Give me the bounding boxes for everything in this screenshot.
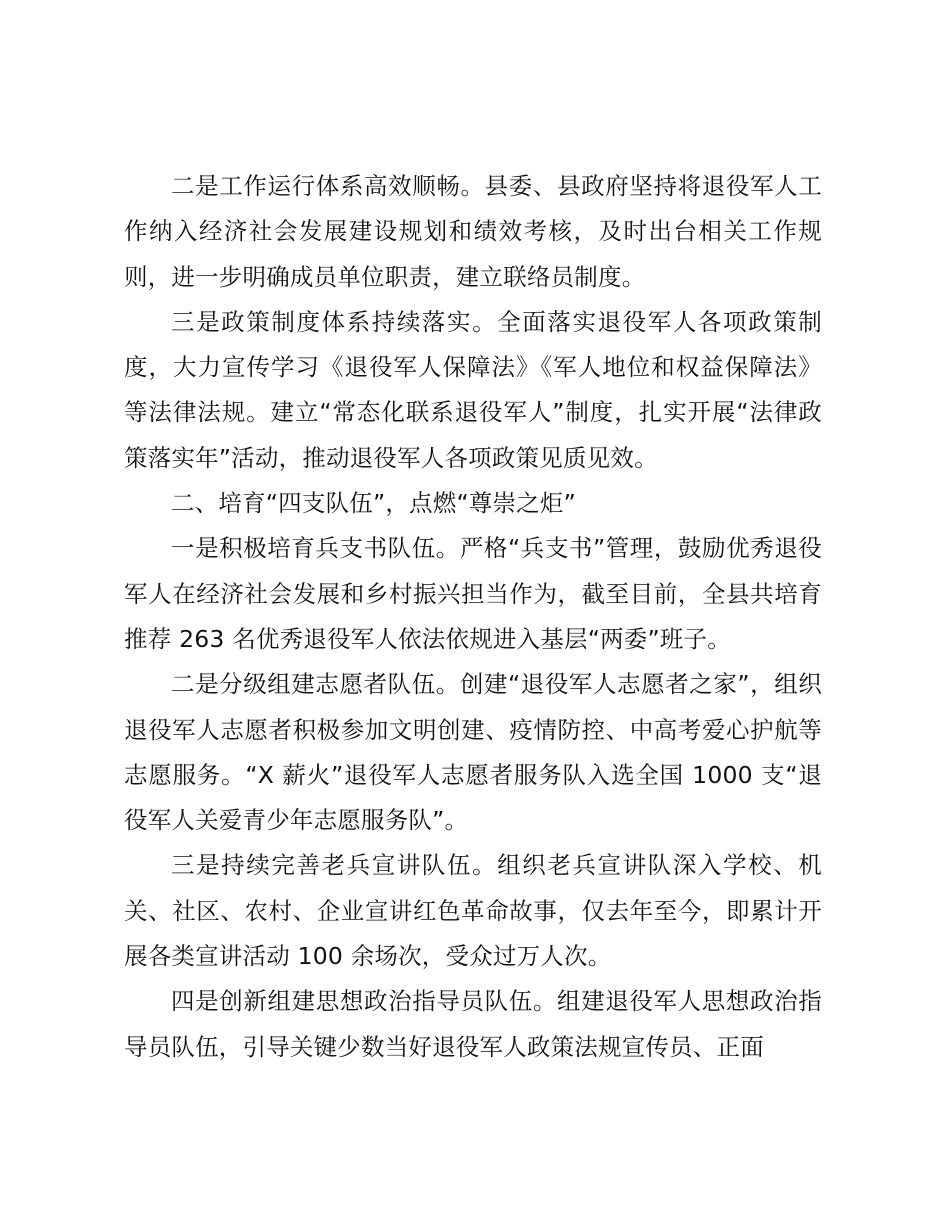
paragraph-work-system: 二是工作运行体系高效顺畅。县委、县政府坚持将退役军人工作纳入经济社会发展建设规划和绩效考核，及时出台相关工作规则，进一步明确成员单位职责，建立联络员制度。 xyxy=(124,172,822,291)
paragraph-policy-system: 三是政策制度体系持续落实。全面落实退役军人各项政策制度，大力宣传学习《退役军人保障法》《军人地位和权益保障法》等法律法规。建立“常态化联系退役军人”制度，扎实开展“法律政策落实年”活动，推动退役军人各项政策见质见效。 xyxy=(124,307,822,472)
paragraph-volunteer-team: 二是分级组建志愿者队伍。创建“退役军人志愿者之家”，组织退役军人志愿者积极参加文明创建、疫情防控、中高考爱心护航等志愿服务。“X 薪火”退役军人志愿者服务队入选全国 1000 支“退役军人关爱青少年志愿服务队”。 xyxy=(124,670,822,835)
paragraph-political-instructor-team: 四是创新组建思想政治指导员队伍。组建退役军人思想政治指导员队伍，引导关键少数当好退役军人政策法规宣传员、正面 xyxy=(124,987,822,1061)
paragraph-veteran-lecture-team: 三是持续完善老兵宣讲队伍。组织老兵宣讲队深入学校、机关、社区、农村、企业宣讲红色革命故事，仅去年至今，即累计开展各类宣讲活动 100 余场次，受众过万人次。 xyxy=(124,851,822,971)
paragraph-bingzhishu-team: 一是积极培育兵支书队伍。严格“兵支书”管理，鼓励优秀退役军人在经济社会发展和乡村振兴担当作为，截至目前，全县共培育推荐 263 名优秀退役军人依法依规进入基层“两委”班子。 xyxy=(124,534,822,653)
document-body xyxy=(124,164,822,1070)
section-heading-four-teams: 二、培育“四支队伍”，点燃“尊崇之炬” xyxy=(171,489,576,518)
